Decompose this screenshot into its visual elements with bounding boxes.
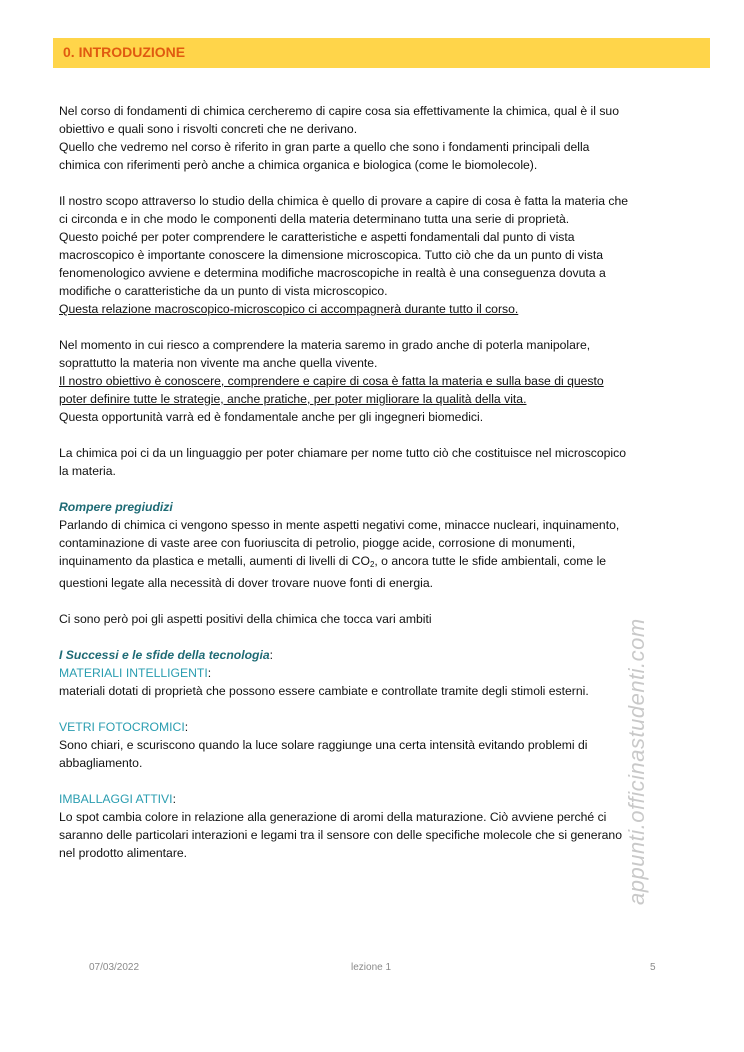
paragraph-line: Il nostro scopo attraverso lo studio della chimica è quello di provare a capire di cosa è fatta la materia che (59, 194, 629, 208)
topic-heading: VETRI FOTOCROMICI (59, 720, 185, 734)
section-title: 0. INTRODUZIONE (63, 44, 186, 60)
paragraph-line: La chimica poi ci da un linguaggio per poter chiamare per nome tutto ciò che costituisce nel microscopico (59, 446, 627, 460)
paragraph-line: inquinamento da plastica e metalli, aumenti di livelli di $CO_2$, o ancora tutte le sfide ambientali, come le (59, 554, 607, 569)
paragraph-line: obiettivo e quali sono i risvolti concreti che ne derivano. (59, 122, 358, 136)
paragraph-line: Quello che vedremo nel corso è riferito in gran parte a quello che sono i fondamenti principali della (59, 140, 590, 154)
subsection-title: I Successi e le sfide della tecnologia (59, 648, 270, 662)
subsection-title: Rompere pregiudizi (59, 500, 173, 514)
paragraph-line: contaminazione di vaste aree con fuoriuscita di petrolio, piogge acide, corrosione di monumenti, (59, 536, 576, 550)
paragraph-line: Lo spot cambia colore in relazione alla generazione di aromi della maturazione. Ciò avviene perché ci (59, 810, 607, 824)
paragraph-line: Nel corso di fondamenti di chimica cercheremo di capire cosa sia effettivamente la chimica, qual è il suo (59, 104, 619, 118)
paragraph-line: Sono chiari, e scuriscono quando la luce solare raggiunge una certa intensità evitando problemi di (59, 738, 588, 752)
watermark-text: appunti.officinastudenti.com (624, 618, 649, 905)
paragraph-line: fenomenologico avviene e determina modifiche macroscopiche in realtà è una conseguenza dovuta a (59, 266, 606, 280)
body-text: Nel corso di fondamenti di chimica cercheremo di capire cosa sia effettivamente la chimica, qual è il suo obiettivo e quali sono i risvolti concreti che ne derivano. Quello che vedremo nel corso è riferito in gran parte a quello che sono i fondamenti principali della chimica con riferimenti però anche a chimica organica e biologica (come le biomolecole). Il nostro scopo attraverso lo studio della chimica è quello di provare a capire di cosa è fatta la materia che ci circonda e in che modo le componenti della materia determinano tutta una serie di proprietà. Questo poiché per poter comprendere le caratteristiche e aspetti fondamentali dal punto di vista macroscopico è importante conoscere la dimensione microscopica. Tutto ciò che da un punto di vista fenomenologico avviene e determina modifiche macroscopiche in realtà è una conseguenza dovuta a modifiche o caratteristiche da un punto di vista microscopico. Questa relazione macroscopico-microscopico ci accompagnerà durante tutto il corso. Nel momento in cui riesco a comprendere la materia saremo in grado anche di poterla manipolare, soprattutto la materia non vivente ma anche quella vivente. Il nostro obiettivo è conoscere, comprendere e capire di cosa è fatta la materia e sulla base di questo poter definire tutte le strategie, anche pratiche, per poter migliorare la qualità della vita. Questa opportunità varrà ed è fondamentale anche per gli ingegneri biomedici. La chimica poi ci da un linguaggio per poter chiamare per nome tutto ciò che costituisce nel microscopico la materia. Rompere pregiudizi Parlando di chimica ci vengono spesso in mente aspetti negativi come, minacce nucleari, inquinamento, contaminazione di vaste aree con fuoriuscita di petrolio, piogge acide, corrosione di monumenti, inquinamento da plastica e metalli, aumenti di livelli di $CO_2$, o ancora tutte le sfide ambientali, come le questioni legate alla necessità di dover trovare nuove fonti di energia. Ci sono però poi gli aspetti positivi della chimica che tocca vari ambiti I Successi e le sfide della tecnologia: MATERIALI INTELLIGENTI: materiali dotati di proprietà che possono essere cambiate e controllate tramite degli stimoli esterni. VETRI FOTOCROMICI: Sono chiari, e scuriscono quando la luce solare raggiunge una certa intensità evitando problemi di abbagliamento. IMBALLAGGI ATTIVI: Lo spot cambia colore in relazione alla generazione di aromi della maturazione. Ciò avviene perché ci saranno delle particolari interazioni e legami tra il sensore con delle specifiche molecole che si generano nel prodotto alimentare. (59, 102, 709, 862)
watermark (620, 520, 660, 910)
footer-page-number: 5 (650, 962, 656, 973)
section-header-bar (53, 38, 710, 68)
paragraph-line: Questo poiché per poter comprendere le caratteristiche e aspetti fondamentali dal punto di vista (59, 230, 575, 244)
paragraph-line: saranno delle particolari interazioni e legami tra il sensore con delle specifiche molecole che si generano (59, 828, 622, 842)
topic-heading: IMBALLAGGI ATTIVI (59, 792, 173, 806)
underlined-statement: Il nostro obiettivo è conoscere, comprendere e capire di cosa è fatta la materia e sulla base di questo (59, 374, 604, 388)
topic-heading: MATERIALI INTELLIGENTI (59, 666, 208, 680)
paragraph-line: Parlando di chimica ci vengono spesso in mente aspetti negativi come, minacce nucleari, inquinamento, (59, 518, 620, 532)
paragraph-line: soprattutto la materia non vivente ma anche quella vivente. (59, 356, 378, 370)
underlined-statement: Questa relazione macroscopico-microscopico ci accompagnerà durante tutto il corso. (59, 302, 519, 316)
paragraph-line: abbagliamento. (59, 756, 143, 770)
paragraph-line: nel prodotto alimentare. (59, 846, 188, 860)
paragraph-line: Ci sono però poi gli aspetti positivi della chimica che tocca vari ambiti (59, 612, 432, 626)
paragraph-line: materiali dotati di proprietà che possono essere cambiate e controllate tramite degli stimoli esterni. (59, 684, 589, 698)
paragraph-line: modifiche o caratteristiche da un punto di vista microscopico. (59, 284, 388, 298)
paragraph-line: chimica con riferimenti però anche a chimica organica e biologica (come le biomolecole). (59, 158, 538, 172)
paragraph-line: la materia. (59, 464, 116, 478)
paragraph-line: macroscopico è importante conoscere la dimensione microscopica. Tutto ciò che da un punto di vista (59, 248, 603, 262)
footer-lesson: lezione 1 (351, 962, 392, 973)
paragraph-line: questioni legate alla necessità di dover trovare nuove fonti di energia. (59, 576, 433, 590)
footer-date: 07/03/2022 (89, 962, 140, 973)
co2-subscript: 2 (369, 560, 375, 569)
underlined-statement: poter definire tutte le strategie, anche pratiche, per poter migliorare la qualità della vita. (59, 392, 527, 406)
paragraph-line: Nel momento in cui riesco a comprendere la materia saremo in grado anche di poterla manipolare, (59, 338, 591, 352)
paragraph-line: ci circonda e in che modo le componenti della materia determinano tutta una serie di proprietà. (59, 212, 570, 226)
paragraph-line: Questa opportunità varrà ed è fondamentale anche per gli ingegneri biomedici. (59, 410, 484, 424)
